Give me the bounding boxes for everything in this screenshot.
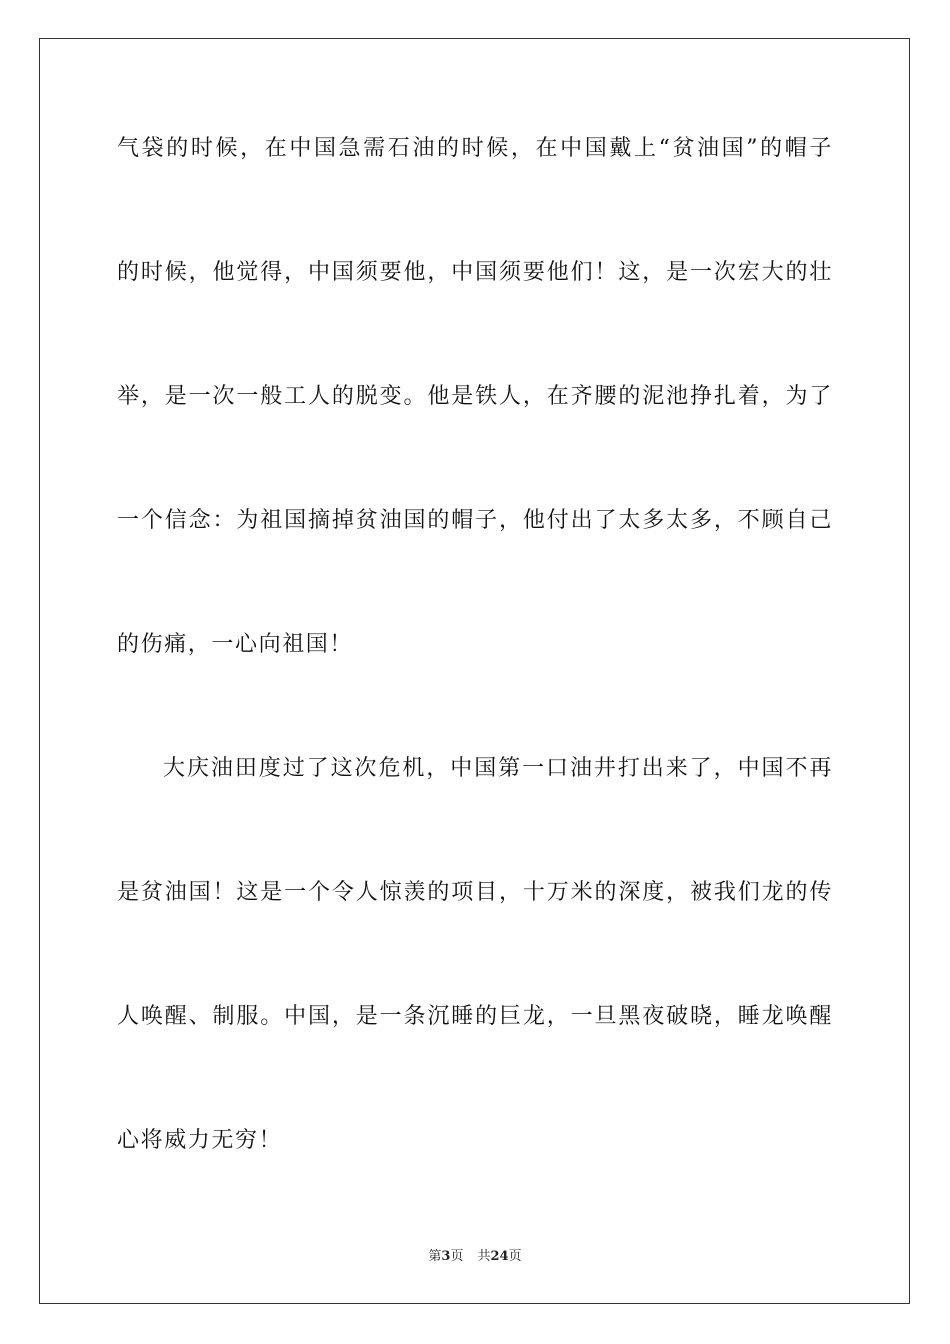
page-label-prefix: 第 (428, 1249, 442, 1264)
text-line: 人唤醒、制服。中国，是一条沉睡的巨龙，一旦黑夜破晓，睡龙唤醒 (117, 1004, 833, 1029)
text-line: 心将威力无穷！ (117, 1128, 283, 1153)
total-label-suffix: 页 (508, 1249, 522, 1264)
total-pages: 24 (490, 1249, 509, 1264)
page-label-suffix: 页 (450, 1249, 464, 1264)
text-line: 的伤痛，一心向祖国！ (117, 632, 354, 657)
page-number: 3 (441, 1249, 451, 1264)
text-line: 一个信念：为祖国摘掉贫油国的帽子，他付出了太多太多，不顾自己 (117, 508, 833, 533)
text-line: 举，是一次一般工人的脱变。他是铁人，在齐腰的泥池挣扎着，为了 (117, 384, 833, 409)
text-line: 是贫油国！这是一个令人惊羡的项目，十万米的深度，被我们龙的传 (117, 880, 833, 905)
text-line: 的时候，他觉得，中国须要他，中国须要他们！这，是一次宏大的壮 (117, 260, 833, 285)
page-border (39, 38, 910, 1304)
total-label-prefix: 共 (477, 1249, 491, 1264)
page-footer (0, 1248, 950, 1266)
text-line: 气袋的时候，在中国急需石油的时候，在中国戴上“贫油国”的帽子 (117, 136, 833, 161)
text-line: 大庆油田度过了这次危机，中国第一口油井打出来了，中国不再 (163, 756, 833, 781)
